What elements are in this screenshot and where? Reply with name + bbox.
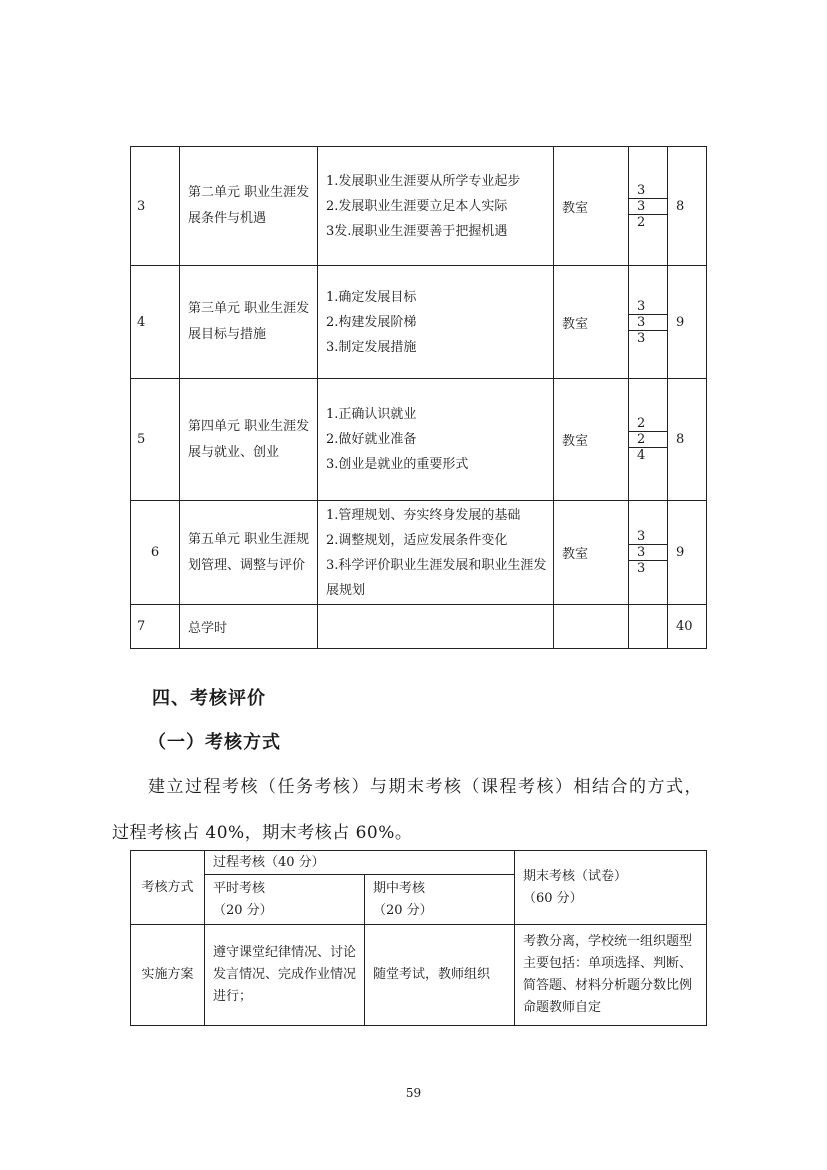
content-item: 1.确定发展目标 [326, 289, 417, 305]
content-item: 2.调整规划，适应发展条件变化 [326, 532, 508, 548]
unit-number: 5 [131, 379, 180, 501]
table-row [131, 851, 707, 875]
midterm-plan: 随堂考试，教师组织 [365, 925, 515, 1026]
content-item: 3.创业是就业的重要形式 [326, 457, 469, 472]
sub-hour-cell: 2 [629, 214, 667, 230]
unit-title: 第五单元 职业生涯规划管理、调整与评价 [180, 501, 318, 605]
table-summary-row [131, 605, 707, 649]
unit-title: 第三单元 职业生涯发展目标与措施 [180, 266, 318, 379]
regular-score: （20 分） [213, 902, 273, 918]
body-paragraph-line: 过程考核占 40%，期末考核占 60%。 [112, 823, 413, 843]
assessment-table [130, 850, 707, 1026]
row-header: 实施方案 [131, 925, 205, 1026]
table-row [131, 147, 707, 266]
teaching-place: 教室 [554, 501, 629, 605]
table-row [131, 379, 707, 501]
sub-hours [629, 147, 668, 266]
regular-assessment-header [205, 875, 365, 925]
sub-hour-cell: 3 [637, 529, 646, 544]
empty-cell [629, 605, 668, 649]
content-item: 3.制定发展措施 [326, 339, 417, 355]
table-row [131, 925, 707, 1026]
content-item: 3.科学评价职业生涯发展和职业生涯发展规划 [326, 557, 547, 598]
content-item: 1.正确认识就业 [326, 407, 417, 422]
sub-hours [629, 379, 668, 501]
sub-hour-cell: 2 [629, 431, 667, 447]
total-label: 总学时 [180, 605, 318, 649]
grand-total-hours: 40 [668, 605, 707, 649]
sub-hour-cell: 3 [629, 330, 667, 346]
empty-cell [318, 605, 554, 649]
regular-label: 平时考核 [213, 880, 266, 896]
content-item: 2.做好就业准备 [326, 432, 417, 447]
unit-content [318, 147, 554, 266]
content-item: 1.管理规划、夯实终身发展的基础 [326, 507, 521, 523]
unit-content [318, 501, 554, 605]
sub-hour-cell: 3 [629, 560, 667, 576]
unit-number: 3 [131, 147, 180, 266]
content-item: 1.发展职业生涯要从所学专业起步 [326, 173, 521, 189]
body-paragraph-line: 建立过程考核（任务考核）与期末考核（课程考核）相结合的方式， [148, 777, 703, 797]
row-header: 考核方式 [131, 851, 205, 925]
sub-hour-cell: 3 [629, 198, 667, 214]
teaching-place: 教室 [554, 379, 629, 501]
midterm-score: （20 分） [373, 902, 433, 918]
table-row [131, 501, 707, 605]
section-heading: 四、考核评价 [152, 688, 266, 709]
unit-content [318, 379, 554, 501]
content-item: 2.发展职业生涯要立足本人实际 [326, 198, 508, 214]
table-row [131, 266, 707, 379]
unit-number: 7 [131, 605, 180, 649]
unit-number: 6 [131, 501, 180, 605]
total-hours: 8 [668, 147, 707, 266]
regular-plan: 遵守课堂纪律情况、讨论发言情况、完成作业情况进行； [205, 925, 365, 1026]
subsection-heading: （一）考核方式 [148, 732, 281, 753]
sub-hour-cell: 3 [637, 298, 646, 314]
course-schedule-table [130, 146, 707, 649]
teaching-place: 教室 [554, 147, 629, 266]
page-number: 59 [405, 1086, 422, 1100]
midterm-assessment-header [365, 875, 515, 925]
process-assessment-header: 过程考核（40 分） [205, 851, 515, 875]
unit-number: 4 [131, 266, 180, 379]
total-hours: 9 [668, 501, 707, 605]
sub-hour-cell: 2 [637, 416, 646, 431]
sub-hour-cell: 3 [629, 314, 667, 330]
total-hours: 8 [668, 379, 707, 501]
sub-hour-cell: 3 [637, 182, 646, 198]
unit-title: 第四单元 职业生涯发展与就业、创业 [180, 379, 318, 501]
empty-cell [554, 605, 629, 649]
sub-hour-cell: 4 [629, 447, 667, 463]
content-item: 3发.展职业生涯要善于把握机遇 [326, 223, 508, 239]
total-hours: 9 [668, 266, 707, 379]
midterm-label: 期中考核 [373, 880, 426, 896]
final-label: 期末考核（试卷） [523, 868, 628, 884]
final-plan: 考教分离，学校统一组织题型主要包括：单项选择、判断、简答题、材料分析题分数比例命题教师自定 [515, 925, 707, 1026]
unit-content [318, 266, 554, 379]
content-item: 2.构建发展阶梯 [326, 314, 417, 330]
sub-hours [629, 501, 668, 605]
final-assessment-header [515, 851, 707, 925]
teaching-place: 教室 [554, 266, 629, 379]
unit-title: 第二单元 职业生涯发展条件与机遇 [180, 147, 318, 266]
sub-hour-cell: 3 [629, 544, 667, 560]
sub-hours [629, 266, 668, 379]
final-score: （60 分） [523, 890, 583, 906]
